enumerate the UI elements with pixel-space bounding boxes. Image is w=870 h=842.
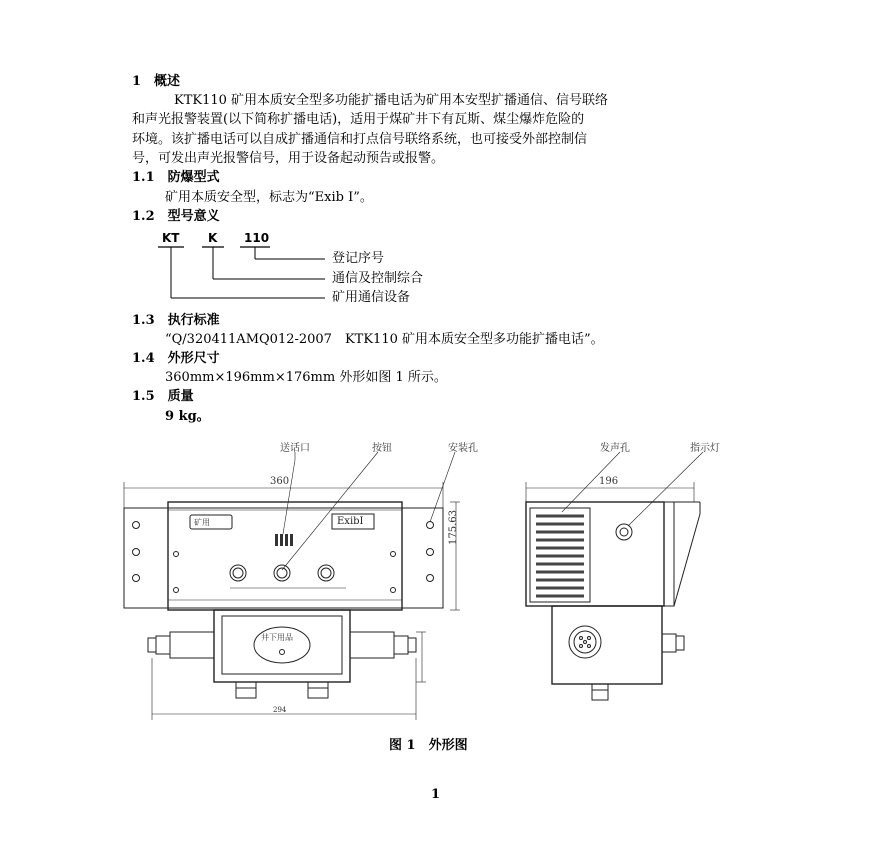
paragraph-line: KTK110 矿用本质安全型多功能扩播电话为矿用本安型扩播通信、信号联络 [174,93,609,108]
code-k: K [208,231,218,245]
dim-width: 360 [270,476,290,487]
code-kt: KT [162,231,180,245]
paragraph-line: 和声光报警装置(以下简称扩播电话)，适用于煤矿井下有瓦斯、煤尘爆炸危险的 [132,112,585,127]
subsection-text: 9 kg。 [165,409,210,424]
fig-label-mic: 送话口 [280,443,310,454]
subsection-text: 360mm×196mm×176mm 外形如图 1 所示。 [165,370,447,385]
subsection-heading: 1.2 型号意义 [132,209,220,224]
page-number: 1 [431,787,441,802]
fig-label-mount-hole: 安装孔 [448,443,478,454]
subsection-text: “Q/320411AMQ012-2007 KTK110 矿用本质安全型多功能扩播电话”。 [165,332,604,347]
section-heading: 1 概述 [132,74,181,89]
fig-label-button: 按钮 [372,443,392,454]
figure-caption: 图 1 外形图 [389,738,468,753]
dim-side: 196 [599,476,619,487]
code-110: 110 [244,231,270,245]
paragraph-line: 环境。该扩播电话可以自成扩播通信和打点信号联络系统，也可接受外部控制信 [132,132,588,147]
subsection-heading: 1.5 质量 [132,389,194,404]
figure-outline-drawing [110,430,760,730]
subsection-heading: 1.3 执行标准 [132,313,220,328]
badge-exib: ExibⅠ [337,516,364,527]
code-label-comm: 通信及控制综合 [332,271,424,286]
fig-label-speaker-hole: 发声孔 [600,443,630,454]
subsection-heading: 1.1 防爆型式 [132,170,220,185]
subsection-heading: 1.4 外形尺寸 [132,351,220,366]
cover-text: 井下用品 [261,633,293,642]
dim-bottom: 294 [273,706,287,714]
subsection-text: 矿用本质安全型，标志为“Exib I”。 [165,190,373,205]
dim-height: 175.63 [448,510,459,545]
code-label-mine: 矿用通信设备 [332,290,411,305]
fig-label-indicator-lamp: 指示灯 [690,443,720,454]
code-label-serial: 登记序号 [332,251,385,266]
badge-logo: 矿用 [194,518,210,527]
paragraph-line: 号，可发出声光报警信号，用于设备起动预告或报警。 [132,151,445,166]
